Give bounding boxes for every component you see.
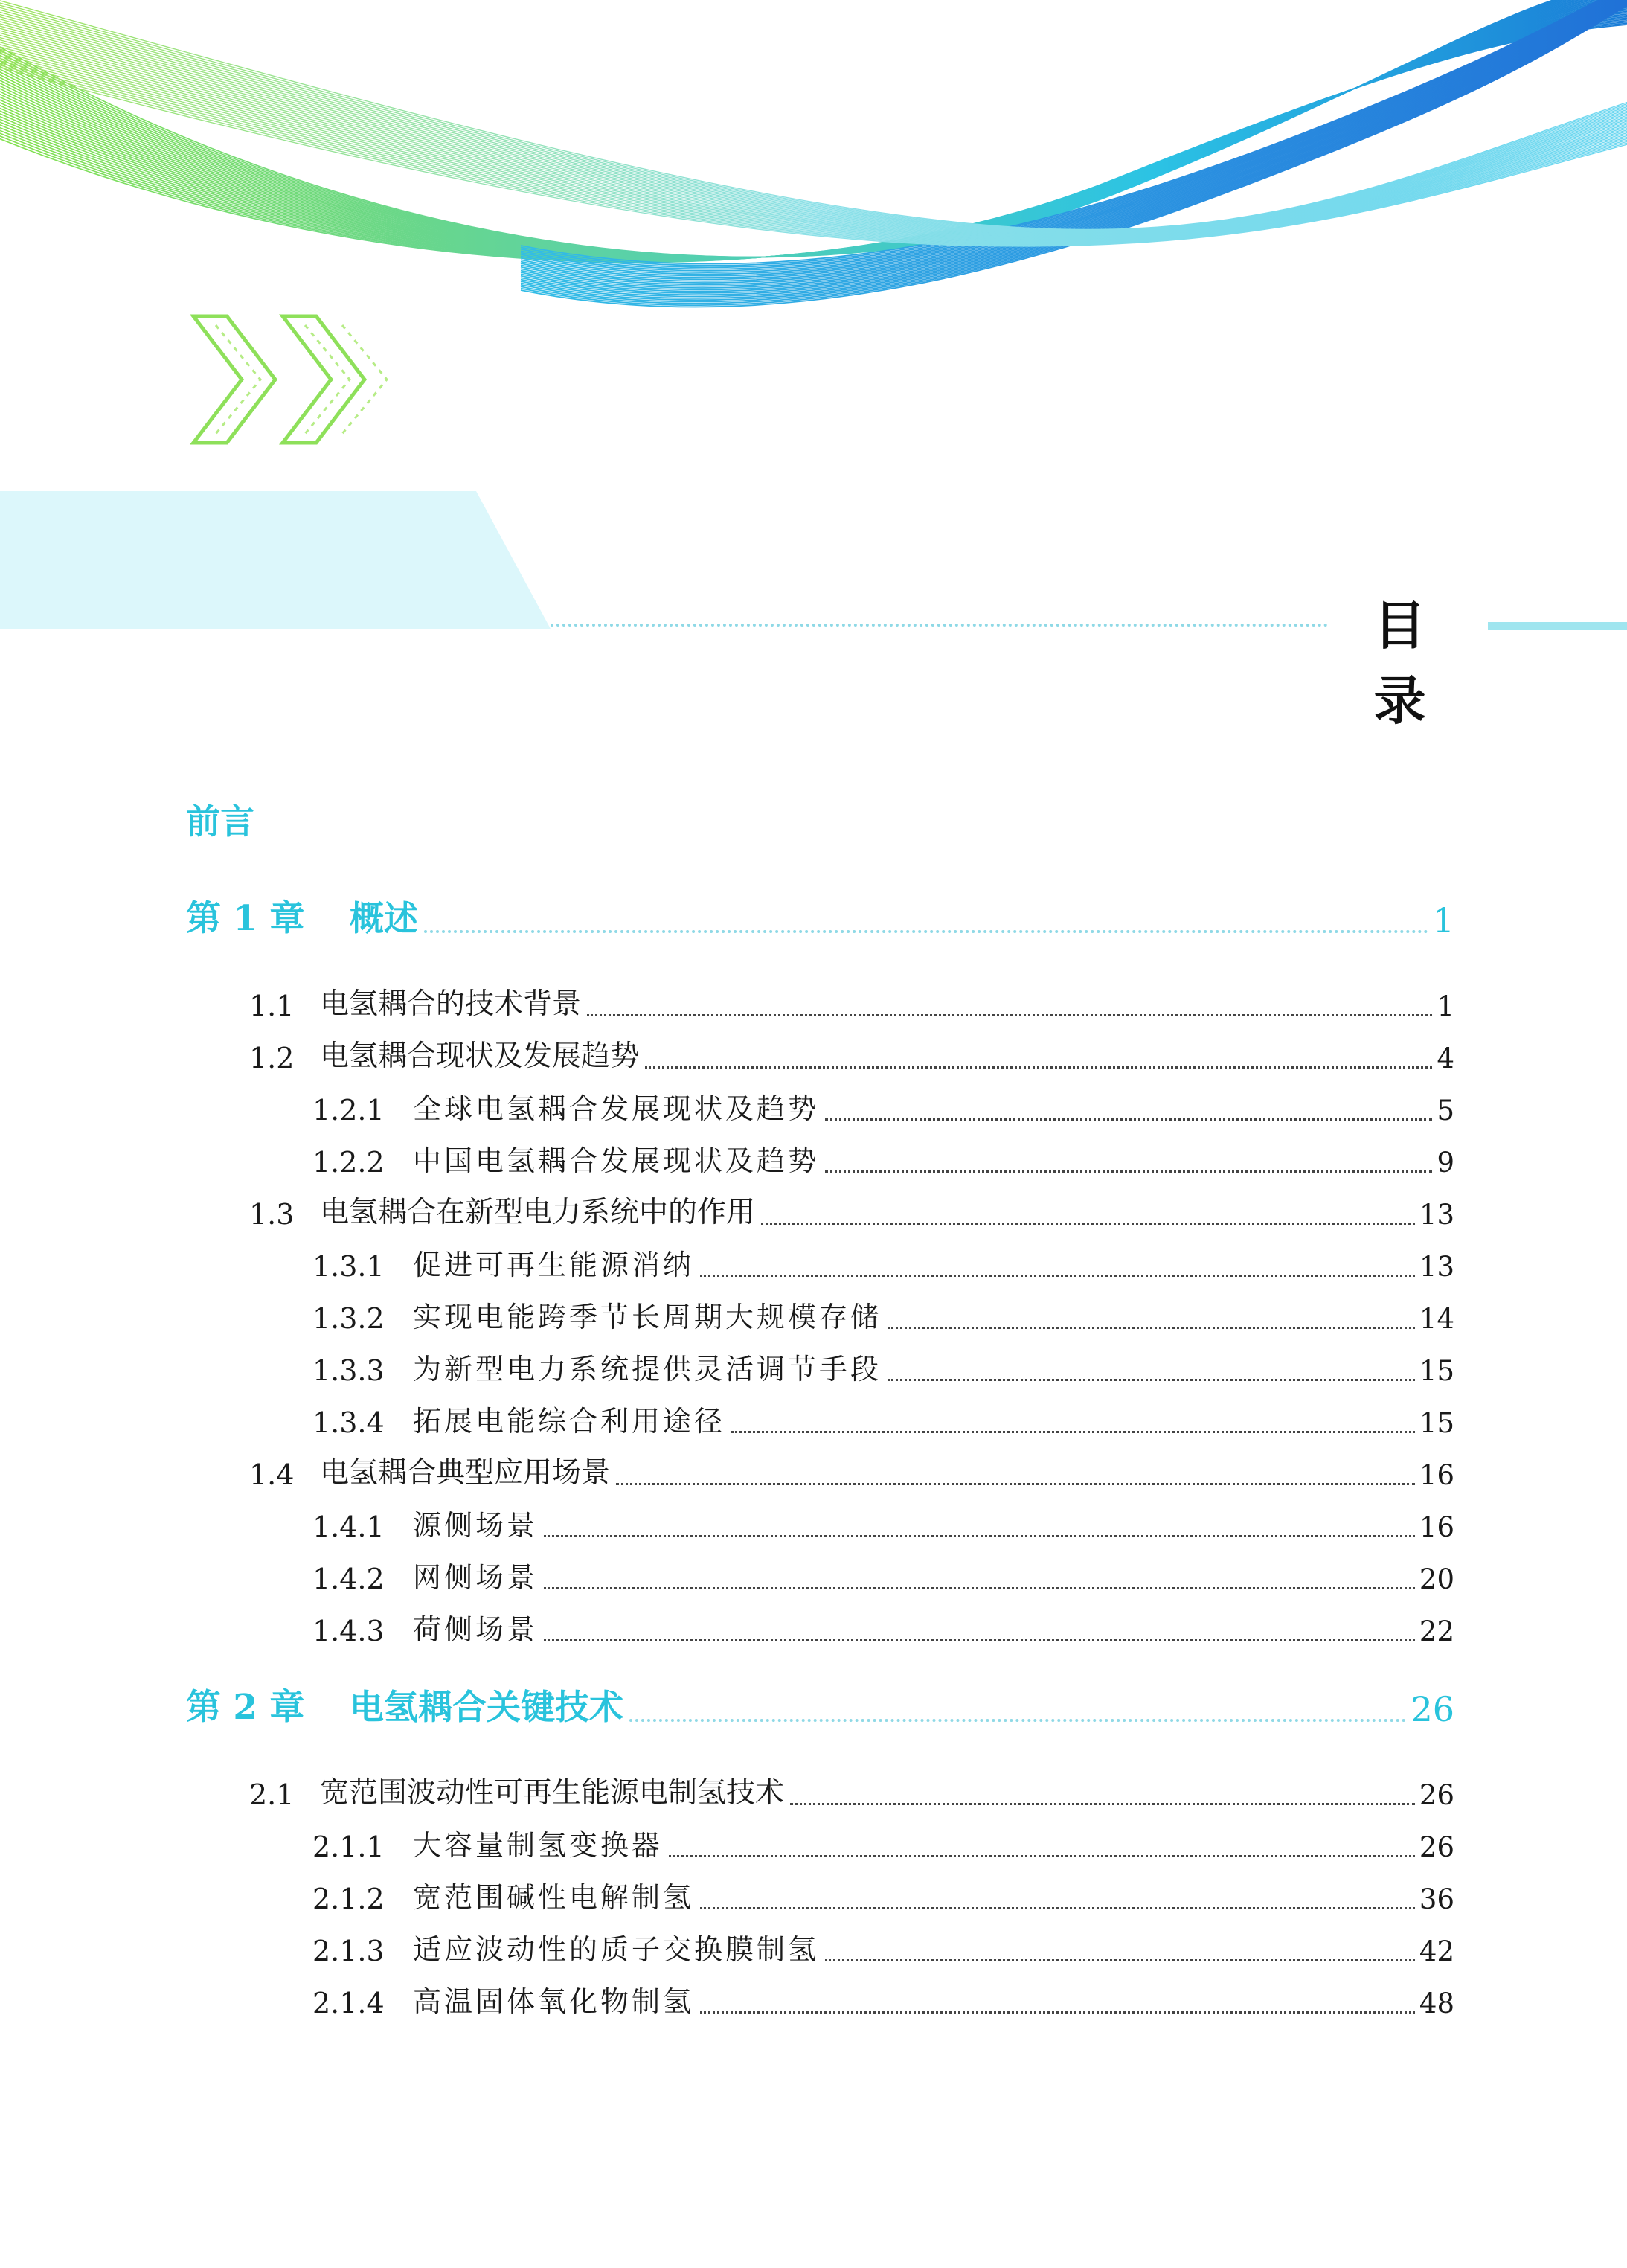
dot-leader	[888, 1379, 1415, 1381]
toc-page-number: 13	[1419, 1251, 1454, 1283]
toc-page-number: 1	[1432, 900, 1454, 941]
toc-subsection[interactable]	[186, 1816, 1454, 1868]
dot-leader	[544, 1639, 1415, 1641]
dot-leader	[700, 1907, 1415, 1909]
dot-leader	[700, 2011, 1415, 2014]
toc-subsection[interactable]	[186, 1496, 1454, 1548]
toc-number: 1.3.3	[312, 1354, 385, 1387]
toc-label: 电氢耦合关键技术	[350, 1687, 623, 1727]
chevron-arrows-icon	[186, 309, 394, 450]
toc-page-number: 1	[1437, 990, 1454, 1022]
dot-leader	[825, 1170, 1432, 1173]
toc-label: 前言	[186, 801, 254, 842]
toc-number: 2.1	[249, 1778, 295, 1811]
toc-number: 2.1.3	[312, 1935, 385, 1967]
toc-label: 电氢耦合典型应用场景	[320, 1456, 611, 1490]
toc-page-number: 48	[1419, 1987, 1454, 2019]
page-title: 目 录	[1373, 595, 1443, 731]
toc-number: 1.3.1	[312, 1250, 385, 1283]
toc-page-number: 42	[1419, 1935, 1454, 1967]
toc-label: 适应波动性的质子交换膜制氢	[413, 1933, 820, 1966]
toc-label: 拓展电能综合利用途径	[413, 1405, 726, 1438]
toc-section[interactable]	[186, 1183, 1454, 1235]
toc-subsection[interactable]	[186, 1972, 1454, 2024]
toc-number: 1.3.2	[312, 1302, 385, 1335]
toc-label: 大容量制氢变换器	[413, 1829, 664, 1862]
dot-leader	[544, 1535, 1415, 1537]
dot-leader	[616, 1483, 1415, 1485]
dot-leader	[761, 1223, 1415, 1225]
dot-leader	[424, 930, 1428, 933]
toc-label: 高温固体氧化物制氢	[413, 1985, 695, 2018]
dot-leader	[544, 1587, 1415, 1589]
toc-page-number: 14	[1419, 1303, 1454, 1335]
toc-number: 1.2.1	[312, 1094, 385, 1127]
title-solid-rule	[1488, 622, 1627, 630]
toc-page-number: 16	[1419, 1459, 1454, 1491]
toc-number: 2.1.4	[312, 1987, 385, 2019]
toc-label: 实现电能跨季节长周期大规模存储	[413, 1301, 882, 1333]
toc-section[interactable]	[186, 975, 1454, 1027]
dot-leader	[790, 1803, 1415, 1805]
toc-label: 全球电氢耦合发展现状及趋势	[413, 1092, 820, 1125]
toc-page-number: 13	[1419, 1199, 1454, 1231]
toc-page-number: 9	[1437, 1147, 1454, 1179]
toc-number: 2.1.1	[312, 1830, 385, 1863]
toc-number: 1.4.2	[312, 1563, 385, 1595]
toc-subsection[interactable]	[186, 1391, 1454, 1444]
toc-label: 荷侧场景	[413, 1613, 539, 1646]
toc-section[interactable]	[186, 1027, 1454, 1079]
toc-page-number: 22	[1419, 1615, 1454, 1647]
toc-label: 宽范围碱性电解制氢	[413, 1881, 695, 1914]
toc-page-number: 15	[1419, 1355, 1454, 1387]
dot-leader	[731, 1431, 1415, 1433]
toc-label: 宽范围波动性可再生能源电制氢技术	[320, 1776, 785, 1810]
toc-label: 电氢耦合现状及发展趋势	[320, 1040, 640, 1073]
dot-leader	[825, 1959, 1415, 1961]
toc-number: 第 2 章	[186, 1687, 305, 1728]
dot-leader	[888, 1327, 1415, 1329]
toc-label: 促进可再生能源消纳	[413, 1249, 695, 1281]
toc-subsection[interactable]	[186, 1079, 1454, 1131]
toc-number: 1.2	[249, 1042, 295, 1074]
toc-page-number: 26	[1419, 1779, 1454, 1811]
dot-leader	[825, 1118, 1432, 1121]
toc-label: 概述	[350, 898, 418, 938]
dot-leader	[700, 1275, 1415, 1277]
dot-leader	[669, 1855, 1415, 1857]
toc-number: 1.3.4	[312, 1406, 385, 1439]
toc-label: 网侧场景	[413, 1561, 539, 1594]
toc-section[interactable]	[186, 1764, 1454, 1816]
toc-page-number: 15	[1419, 1407, 1454, 1439]
dot-leader	[645, 1066, 1432, 1069]
toc-label: 为新型电力系统提供灵活调节手段	[413, 1353, 882, 1386]
toc-chapter[interactable]	[186, 1682, 1454, 1734]
toc-subsection[interactable]	[186, 1339, 1454, 1391]
toc-subsection[interactable]	[186, 1600, 1454, 1652]
dot-leader	[587, 1014, 1432, 1016]
toc-subsection[interactable]	[186, 1235, 1454, 1287]
toc-number: 1.1	[249, 990, 295, 1022]
toc-label: 中国电氢耦合发展现状及趋势	[413, 1144, 820, 1177]
toc-section[interactable]	[186, 1444, 1454, 1496]
toc-subsection[interactable]	[186, 1868, 1454, 1920]
toc-number: 1.2.2	[312, 1146, 385, 1179]
toc-page-number: 5	[1437, 1095, 1454, 1127]
toc-subsection[interactable]	[186, 1131, 1454, 1183]
toc-label: 电氢耦合在新型电力系统中的作用	[320, 1196, 756, 1229]
toc-page-number: 26	[1419, 1831, 1454, 1863]
toc-page-number: 26	[1411, 1689, 1454, 1729]
toc-number: 1.4.3	[312, 1615, 385, 1647]
title-band-decoration	[0, 491, 551, 629]
toc-label: 电氢耦合的技术背景	[320, 987, 582, 1021]
dot-leader	[629, 1719, 1406, 1722]
toc-number: 2.1.2	[312, 1883, 385, 1915]
title-dotted-rule	[551, 624, 1328, 627]
toc-page-number: 20	[1419, 1563, 1454, 1595]
toc-preface[interactable]	[186, 796, 1454, 848]
toc-label: 源侧场景	[413, 1509, 539, 1542]
toc-subsection[interactable]	[186, 1548, 1454, 1600]
toc-page-number: 4	[1437, 1042, 1454, 1074]
toc-subsection[interactable]	[186, 1287, 1454, 1339]
toc-subsection[interactable]	[186, 1920, 1454, 1972]
toc-number: 1.3	[249, 1198, 295, 1231]
toc-number: 1.4.1	[312, 1511, 385, 1543]
toc-number: 1.4	[249, 1458, 295, 1491]
toc-chapter[interactable]	[186, 893, 1454, 945]
toc-number: 第 1 章	[186, 898, 305, 939]
toc-page-number: 16	[1419, 1511, 1454, 1543]
toc-page-number: 36	[1419, 1883, 1454, 1915]
